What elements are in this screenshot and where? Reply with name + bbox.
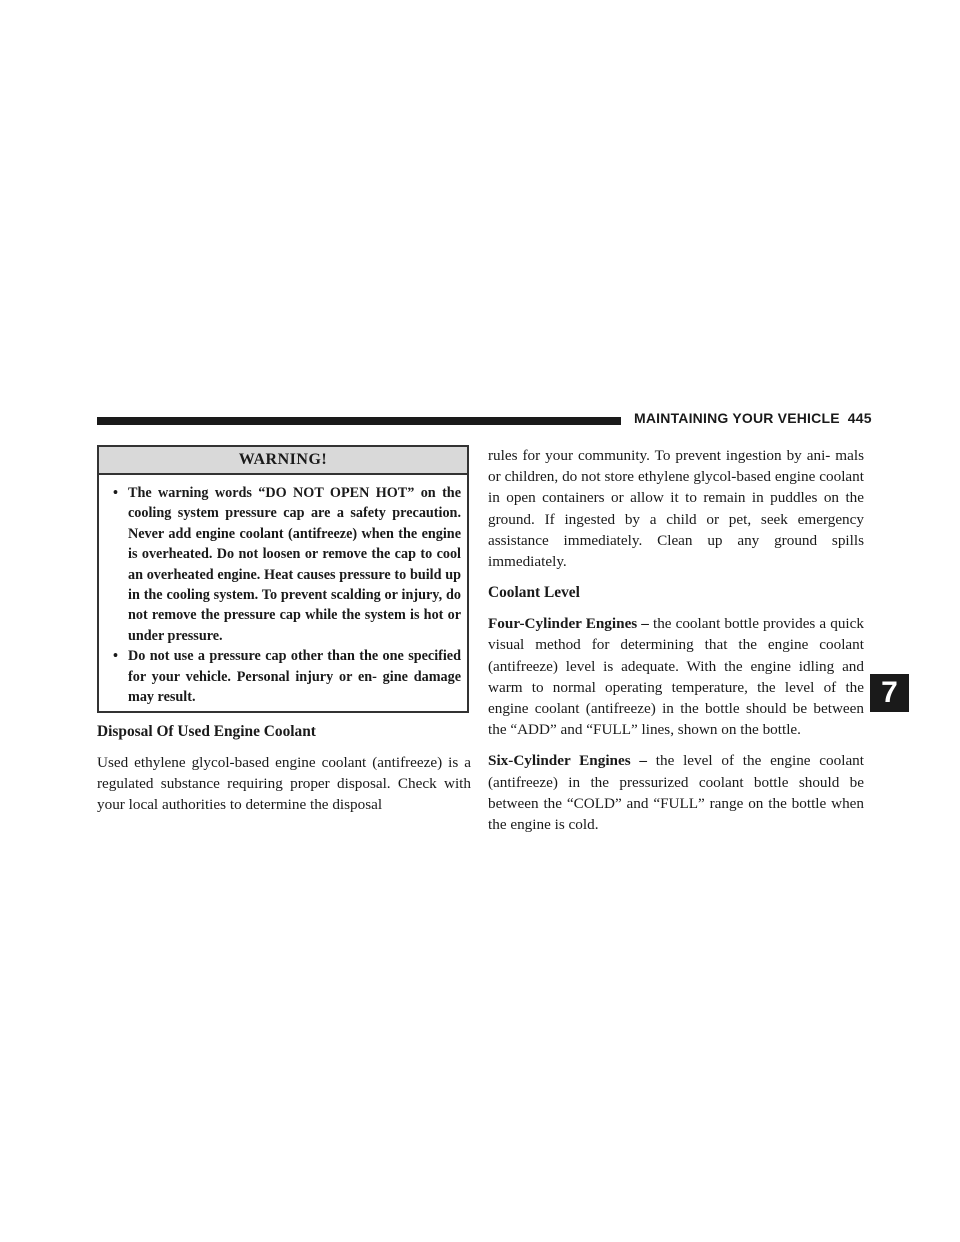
six-cylinder-label: Six-Cylinder Engines – <box>488 752 648 770</box>
page-number: 445 <box>847 410 872 426</box>
warning-item <box>113 646 461 707</box>
chapter-tab: 7 <box>870 674 909 712</box>
four-cylinder-paragraph <box>488 613 864 740</box>
coolant-level-heading: Coolant Level <box>488 584 580 602</box>
six-cylinder-text: the level of the engine coolant (antifreeze) in the pressurized coolant bottle should be between the “COLD” and “FULL” range on the bottle when the engine is cold. <box>488 752 865 834</box>
warning-item-text: Do not use a pressure cap other than the one specified for your vehicle. Personal injury or en- gine damage may result. <box>128 648 461 706</box>
left-column <box>97 721 471 826</box>
running-header <box>634 410 872 426</box>
bullet-icon: • <box>113 485 118 501</box>
section-title: MAINTAINING YOUR VEHICLE <box>634 410 840 426</box>
six-cylinder-paragraph <box>488 750 864 835</box>
warning-item-text: The warning words “DO NOT OPEN HOT” on the cooling system pressure cap are a safety precaution. Never add engine coolant (antifreeze) when the engine is overheated. Do not loosen or remove the cap to cool an overheated engine. Heat causes pressure to build up in the cooling system. To prevent scalding or injury, do not remove the pressure cap while the system is hot or under pressure. <box>128 485 461 644</box>
disposal-paragraph-right: rules for your community. To prevent ingestion by ani- mals or children, do not store ethylene glycol-based engine coolant in open containers or allow it to remain in puddles on the ground. If ingested by a child or pet, seek emergency assistance immediately. Clean up any ground spills immediately. <box>488 447 864 571</box>
warning-title: WARNING! <box>99 447 467 475</box>
four-cylinder-text: the coolant bottle provides a quick visual method for determining that the engine coolant (antifreeze) level is adequate. With the engine idling and warm to normal operating temperature, the level of the engine coolant (antifreeze) in the bottle should be between the “ADD” and “FULL” lines, shown on the bottle. <box>488 615 864 739</box>
right-column <box>488 445 864 845</box>
header-rule <box>97 417 621 425</box>
disposal-heading: Disposal Of Used Engine Coolant <box>97 723 316 740</box>
disposal-paragraph-left: Used ethylene glycol-based engine coolant (antifreeze) is a regulated substance requiring proper disposal. Check with your local authorities to determine the disposal <box>97 754 471 814</box>
warning-item <box>113 483 461 646</box>
bullet-icon: • <box>113 648 118 665</box>
warning-list <box>99 475 467 707</box>
four-cylinder-label: Four-Cylinder Engines – <box>488 615 649 633</box>
warning-box <box>97 445 469 713</box>
